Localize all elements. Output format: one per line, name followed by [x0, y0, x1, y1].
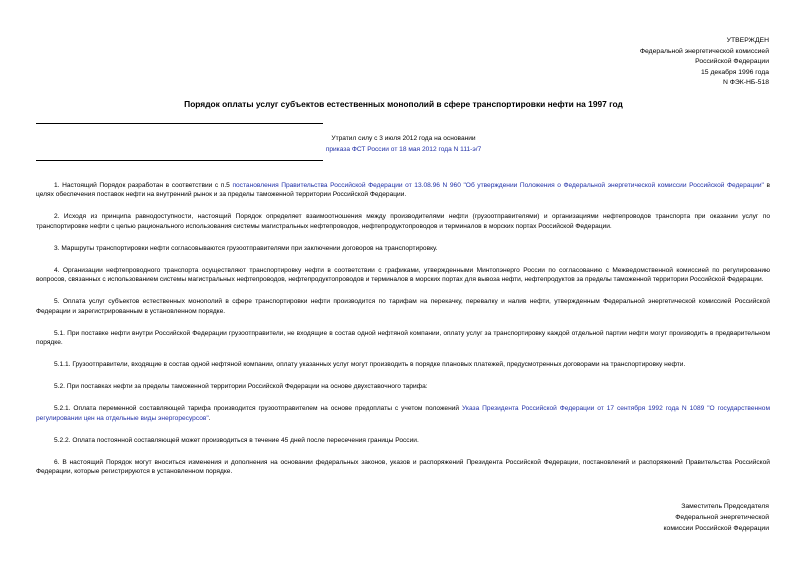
paragraph-1-text: 1. Настоящий Порядок разработан в соответствии с п.5 — [54, 182, 233, 189]
signature-block — [549, 502, 769, 535]
paragraph-5-2-1-text-end: . — [208, 414, 211, 422]
decree-960-link[interactable]: постановления Правительства Российской Федерации от 13.08.96 N 960 "Об утверждении Положения о Федеральной энергетической комиссии Российской Федерации" — [232, 182, 764, 189]
paragraph-5-1-1: 5.1.1. Грузоотправители, входящие в состав одной нефтяной компании, оплату указанных услуг могут производить в порядке плановых платежей, предусмотренных договорами на транспортировку нефти. — [54, 361, 686, 369]
signature-line2: Федеральной энергетической — [675, 513, 769, 521]
approved-date: 15 декабря 1996 года — [701, 68, 769, 76]
paragraph-5-1: 5.1. При поставке нефти внутри Российской Федерации грузоотправители, не входящие в состав одной нефтяной компании, оплату услуг за транспортировку каждой отдельной партии нефти могут производить в предварительном порядке. — [36, 329, 770, 347]
lost-force-link[interactable]: приказа ФСТ России от 18 мая 2012 года N 111-э/7 — [325, 145, 482, 153]
paragraph-1-text-end: в целях обеспечения поставок нефти на внутренний рынок и за пределы таможенной территории Российской Федерации. — [36, 182, 770, 199]
approved-authority-line2: Российской Федерации — [695, 58, 769, 66]
divider-bottom — [36, 160, 323, 161]
paragraph-1 — [36, 181, 770, 200]
paragraph-6: 6. В настоящий Порядок могут вноситься изменения и дополнения на основании федеральных законов, указов и распоряжений Президента Российской Федерации, постановлений и распоряжений Правительства Российской Федерации, которые регистрируются в установленном порядке. — [36, 458, 770, 475]
paragraph-4: 4. Организации нефтепроводного транспорта осуществляют транспортировку нефти в соответствии с графиками, утвержденными Минтопэнерго России по согласованию с Межведомственной комиссией по регулированию вопросов, связанных с использованием системы магистральных нефтепроводов, нефтепродуктопроводов и терминалов в морских портах для вывоза нефти, нефтепродуктов за пределы таможенной территории Российской Федерации. — [36, 266, 770, 284]
document-body — [36, 181, 770, 489]
decree-1089-link[interactable]: Указа Президента Российской Федерации от 17 сентября 1992 года N 1089 "О государственном регулировании цен на отдельные виды энергоресурсов" — [36, 405, 770, 422]
paragraph-5-2-1-text: 5.2.1. Оплата переменной составляющей тарифа производится грузоотправителем на основе предоплаты с учетом положений — [54, 405, 463, 413]
approved-label: УТВЕРЖДЕН — [726, 37, 769, 44]
paragraph-5-2-2: 5.2.2. Оплата постоянной составляющей может производиться в течение 45 дней после пересечения границы России. — [54, 436, 419, 444]
paragraph-5-2: 5.2. При поставках нефти за пределы таможенной территории Российской Федерации на основе двухставочного тарифа: — [54, 383, 428, 391]
signature-line3: комиссии Российской Федерации — [663, 524, 769, 532]
approval-stamp — [529, 36, 769, 89]
divider-top — [36, 123, 323, 124]
paragraph-3: 3. Маршруты транспортировки нефти согласовываются грузоотправителями при заключении договоров на транспортировку. — [54, 244, 438, 252]
paragraph-5: 5. Оплата услуг субъектов естественных монополий в сфере транспортировки нефти производится по тарифам на перекачку, перевалку и налив нефти, утвержденным Федеральной энергетической комиссией Российской Федерации и зарегистрированным в установленном порядке. — [36, 298, 770, 315]
paragraph-5-2-1 — [36, 404, 770, 423]
lost-force-notice — [0, 134, 807, 155]
paragraph-2: 2. Исходя из принципа равнодоступности, настоящий Порядок определяет взаимоотношения между производителями нефти (грузоотправителями) и организациями нефтепроводов транспорта при оказании услуг по транспортировке нефти с целью рационального использования системы магистральных нефтепроводов, нефтепродуктопроводов и терминалов в морских портах Российской Федерации. — [36, 213, 770, 230]
signature-line1: Заместитель Председателя — [681, 503, 769, 510]
approved-number: N ФЭК-НБ-518 — [722, 79, 769, 87]
approved-authority-line1: Федеральной энергетической комиссией — [639, 47, 769, 55]
lost-force-text: Утратил силу с 3 июля 2012 года на основании — [331, 135, 476, 142]
document-title: Порядок оплаты услуг субъектов естественных монополий в сфере транспортировки нефти на 1997 год — [184, 99, 623, 109]
